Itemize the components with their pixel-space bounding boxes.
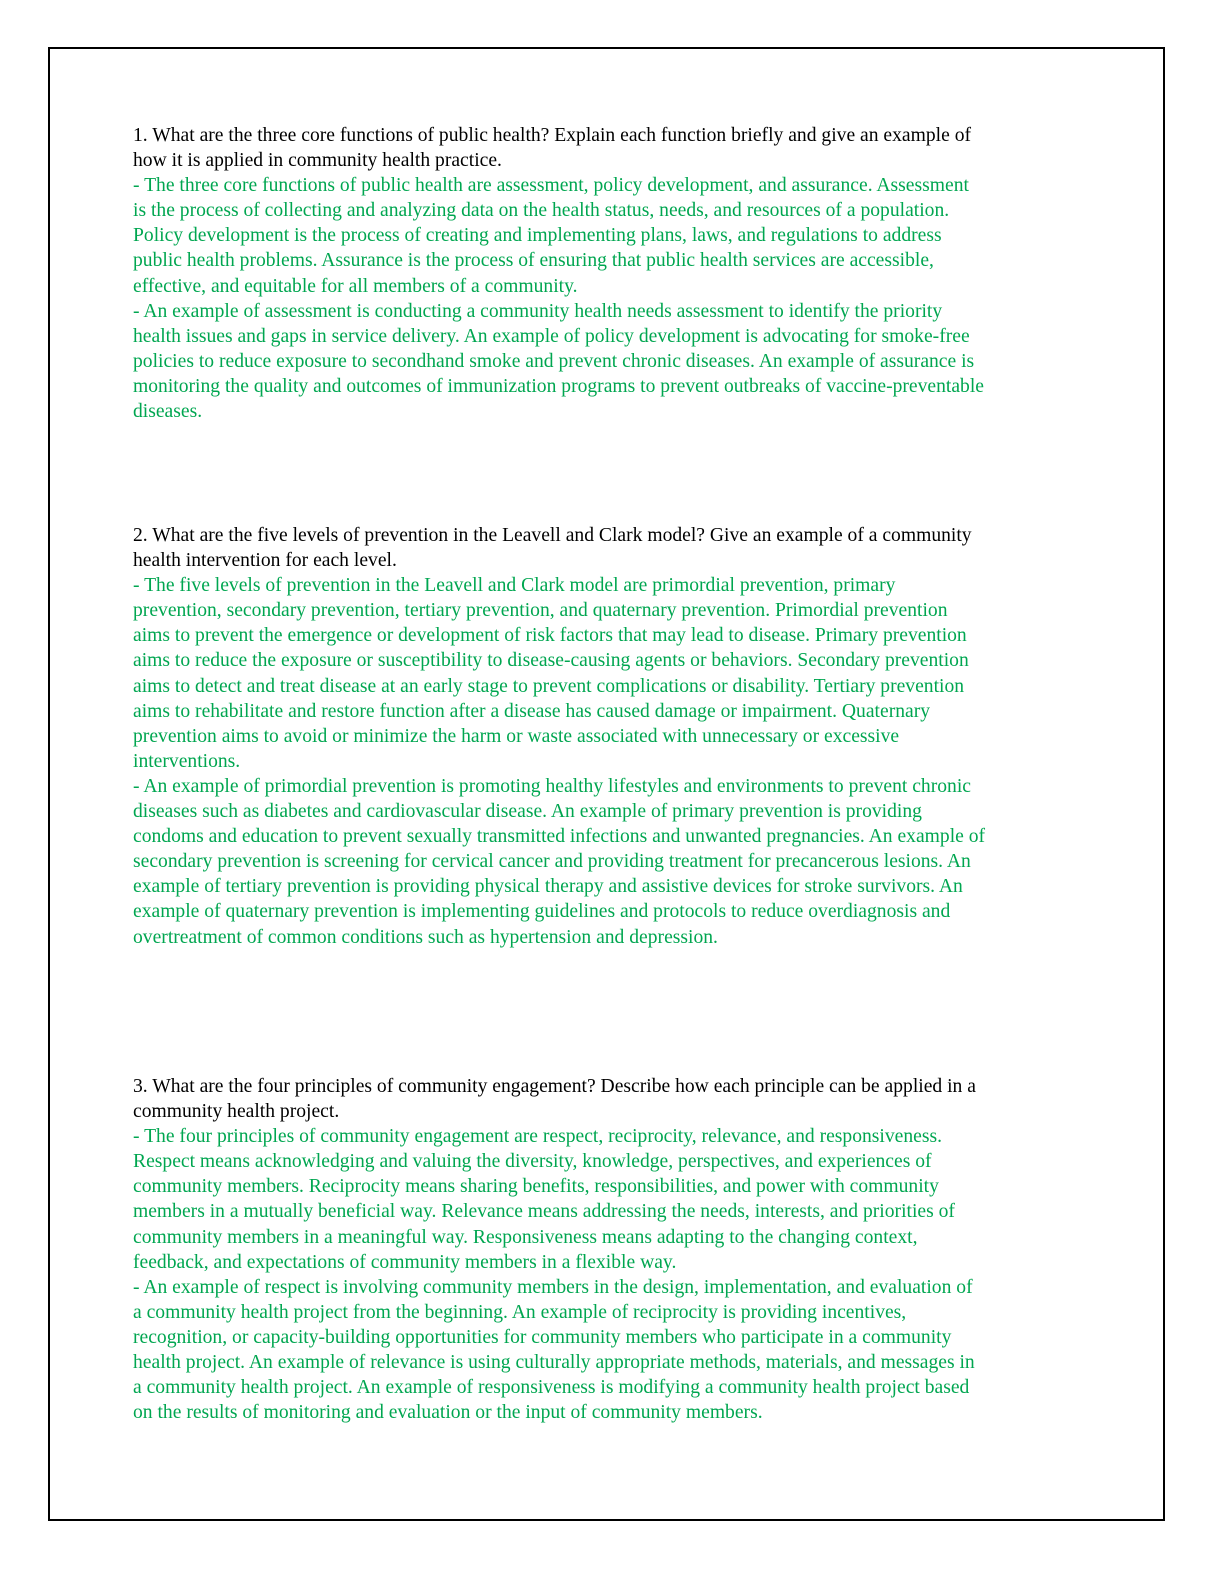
answer-text-line: aims to prevent the emergence or development of risk factors that may lead to disease. Primary prevention <box>133 625 967 647</box>
question-text-line: health intervention for each level. <box>133 550 397 572</box>
question-section-3 <box>133 1074 1113 1425</box>
answer-text-line: diseases such as diabetes and cardiovascular disease. An example of primary prevention is providing <box>133 801 922 823</box>
question-section-1 <box>133 123 1113 424</box>
answer-text-line: on the results of monitoring and evaluation or the input of community members. <box>133 1402 763 1424</box>
question-text-line: 1. What are the three core functions of public health? Explain each function briefly and give an example of <box>133 125 972 146</box>
answer-text-line: Policy development is the process of creating and implementing plans, laws, and regulations to address <box>133 225 942 247</box>
answer-text-line: condoms and education to prevent sexually transmitted infections and unwanted pregnancies. An example of <box>133 826 986 848</box>
question-text-line: how it is applied in community health practice. <box>133 150 502 172</box>
answer-text-line: members in a mutually beneficial way. Relevance means addressing the needs, interests, and priorities of <box>133 1201 955 1223</box>
answer-text-line: - The three core functions of public health are assessment, policy development, and assurance. Assessment <box>133 175 969 197</box>
answer-text-line: aims to reduce the exposure or susceptibility to disease-causing agents or behaviors. Secondary prevention <box>133 650 969 672</box>
answer-text-line: public health problems. Assurance is the process of ensuring that public health services are accessible, <box>133 250 934 272</box>
answer-text-line: health issues and gaps in service delivery. An example of policy development is advocating for smoke-free <box>133 325 970 347</box>
answer-text-line: - The four principles of community engagement are respect, reciprocity, relevance, and responsiveness. <box>133 1126 943 1148</box>
answer-text-line: Respect means acknowledging and valuing the diversity, knowledge, perspectives, and experiences of <box>133 1151 932 1173</box>
answer-text-line: community members in a meaningful way. Responsiveness means adapting to the changing context, <box>133 1226 918 1248</box>
answer-text-line: diseases. <box>133 401 203 423</box>
answer-text-line: prevention, secondary prevention, tertiary prevention, and quaternary prevention. Primordial prevention <box>133 600 948 622</box>
question-section-2 <box>133 523 1113 950</box>
answer-text-line: a community health project. An example of responsiveness is modifying a community health project based <box>133 1377 970 1399</box>
answer-text-line: is the process of collecting and analyzing data on the health status, needs, and resources of a population. <box>133 200 950 222</box>
question-text-line: 2. What are the five levels of prevention in the Leavell and Clark model? Give an example of a community <box>133 525 972 546</box>
answer-text-line: - An example of assessment is conducting a community health needs assessment to identify the priority <box>133 300 943 322</box>
answer-text-line: prevention aims to avoid or minimize the harm or waste associated with unnecessary or excessive <box>133 725 900 747</box>
answer-text-line: policies to reduce exposure to secondhand smoke and prevent chronic diseases. An example of assurance is <box>133 350 975 372</box>
answer-text-line: interventions. <box>133 750 241 772</box>
answer-text-line: health project. An example of relevance is using culturally appropriate methods, materials, and messages in <box>133 1352 975 1374</box>
answer-text-line: aims to rehabilitate and restore function after a disease has caused damage or impairment. Quaternary <box>133 700 931 722</box>
answer-text-line: overtreatment of common conditions such as hypertension and depression. <box>133 926 718 948</box>
answer-text-line: - An example of respect is involving community members in the design, implementation, and evaluation of <box>133 1276 973 1298</box>
answer-text-line: feedback, and expectations of community members in a flexible way. <box>133 1251 677 1273</box>
answer-text-line: a community health project from the beginning. An example of reciprocity is providing incentives, <box>133 1301 907 1323</box>
answer-text-line: recognition, or capacity-building opportunities for community members who participate in a community <box>133 1326 952 1348</box>
answer-text-line: secondary prevention is screening for cervical cancer and providing treatment for precancerous lesions. An <box>133 851 971 873</box>
answer-text-line: effective, and equitable for all members of a community. <box>133 275 578 297</box>
question-text-line: 3. What are the four principles of community engagement? Describe how each principle can be applied in a <box>133 1076 976 1097</box>
answer-text-line: example of quaternary prevention is implementing guidelines and protocols to reduce overdiagnosis and <box>133 901 951 923</box>
answer-text-line: community members. Reciprocity means sharing benefits, responsibilities, and power with community <box>133 1176 939 1198</box>
answer-text-line: aims to detect and treat disease at an early stage to prevent complications or disability. Tertiary prevention <box>133 675 965 697</box>
answer-text-line: - The five levels of prevention in the Leavell and Clark model are primordial prevention, primary <box>133 575 896 597</box>
answer-text-line: monitoring the quality and outcomes of immunization programs to prevent outbreaks of vaccine-preventable <box>133 375 984 397</box>
question-text-line: community health project. <box>133 1101 340 1123</box>
answer-text-line: - An example of primordial prevention is promoting healthy lifestyles and environments to prevent chronic <box>133 775 971 797</box>
answer-text-line: example of tertiary prevention is providing physical therapy and assistive devices for stroke survivors. An <box>133 876 963 898</box>
